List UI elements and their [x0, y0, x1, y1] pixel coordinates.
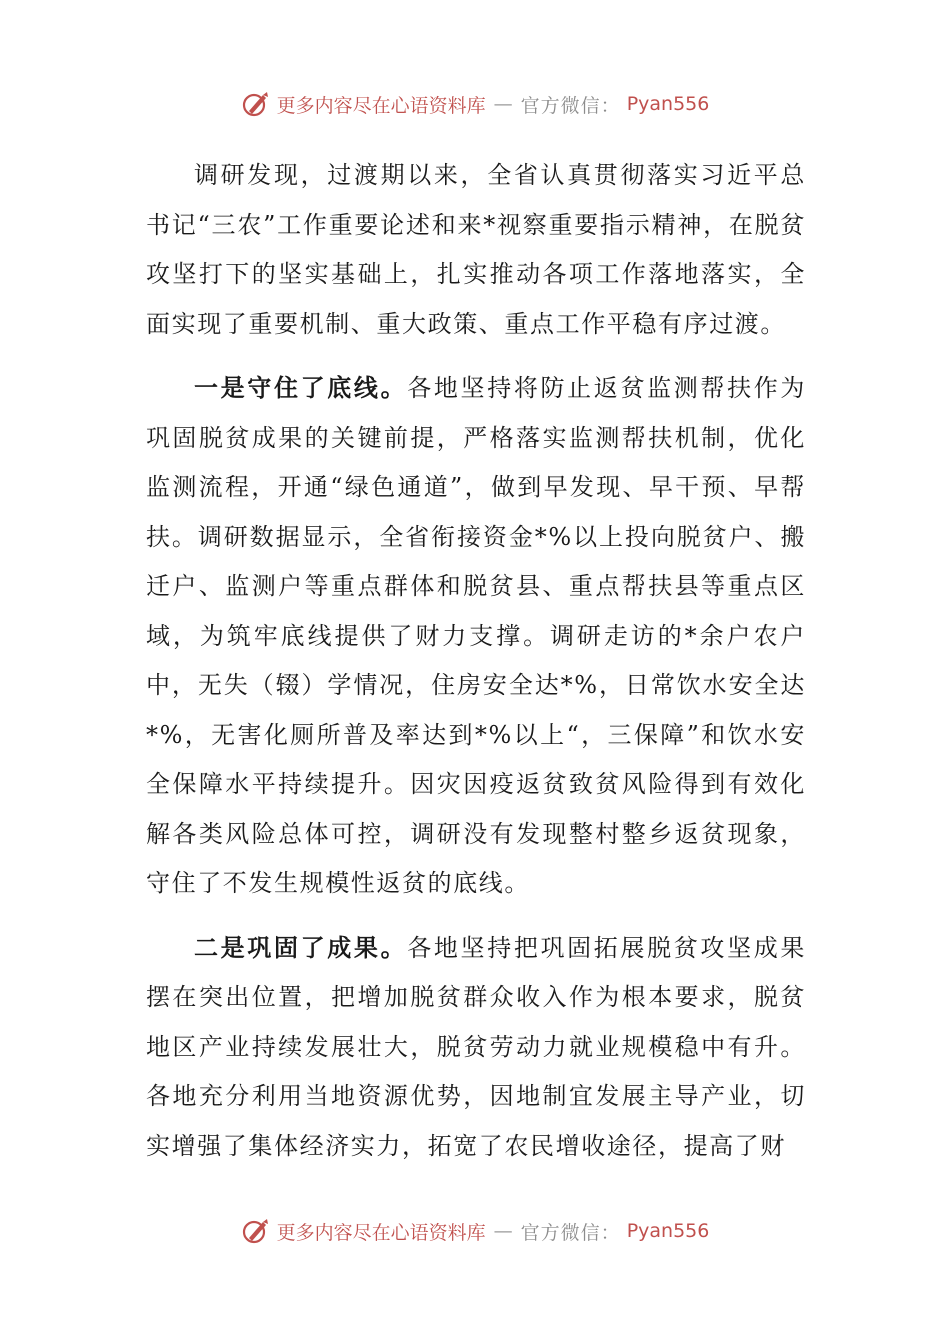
footer-banner — [0, 1211, 950, 1251]
paragraph-text: 调研发现，过渡期以来，全省认真贯彻落实习近平总书记“三农”工作重要论述和来*视察重要指示精神，在脱贫攻坚打下的坚实基础上，扎实推动各项工作落地落实，全面实现了重要机制、重大政策、重点工作平稳有序过渡。 — [146, 161, 806, 338]
banner-site-text: 更多内容尽在心语资料库 — [276, 94, 486, 117]
paragraph-lead: 二是巩固了成果。 — [194, 932, 408, 962]
pen-logo-icon — [241, 1216, 271, 1246]
banner-wechat-label: 官方微信： — [520, 1221, 621, 1244]
banner-wechat-id: Pyan556 — [626, 1220, 710, 1242]
paragraph-intro — [146, 150, 806, 349]
banner-separator: — — [493, 1220, 513, 1242]
banner-separator: — — [493, 93, 513, 115]
paragraph-text: 各地坚持将防止返贫监测帮扶作为巩固脱贫成果的关键前提，严格落实监测帮扶机制，优化监测流程，开通“绿色通道”，做到早发现、早干预、早帮扶。调研数据显示，全省衔接资金*%以上投向脱贫户、搬迁户、监测户等重点群体和脱贫县、重点帮扶县等重点区域，为筑牢底线提供了财力支撑。调研走访的*余户农户中，无失（辍）学情况，住房安全达*%，日常饮水安全达*%，无害化厕所普及率达到*%以上“，三保障”和饮水安全保障水平持续提升。因灾因疫返贫致贫风险得到有效化解各类风险总体可控，调研没有发现整村整乡返贫现象，守住了不发生规模性返贫的底线。 — [146, 374, 806, 897]
header-banner — [0, 84, 950, 124]
banner-wechat-id: Pyan556 — [626, 93, 710, 115]
paragraph-text: 各地坚持把巩固拓展脱贫攻坚成果摆在突出位置，把增加脱贫群众收入作为根本要求，脱贫地区产业持续发展壮大，脱贫劳动力就业规模稳中有升。各地充分利用当地资源优势，因地制宜发展主导产业，切实增强了集体经济实力，拓宽了农民增收途径，提高了财 — [146, 933, 806, 1160]
banner-site-text: 更多内容尽在心语资料库 — [276, 1221, 486, 1244]
paragraph-bottom-line — [146, 363, 806, 909]
banner-wechat-label: 官方微信： — [520, 94, 621, 117]
paragraph-consolidate — [146, 923, 806, 1172]
pen-logo-icon — [241, 89, 271, 119]
document-body — [146, 150, 806, 1171]
paragraph-lead: 一是守住了底线。 — [194, 373, 408, 402]
